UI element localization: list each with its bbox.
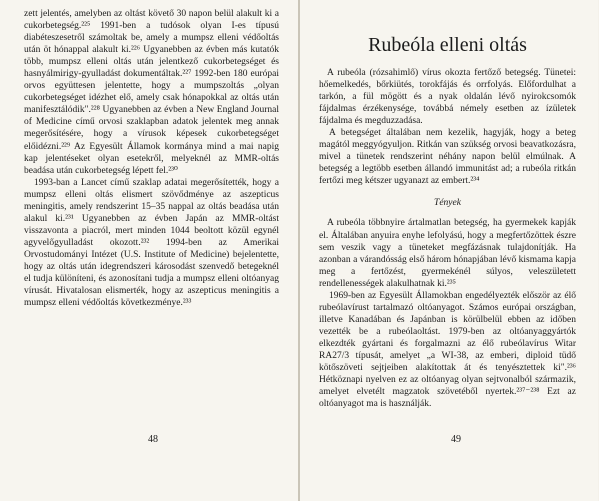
left-page [0, 0, 299, 501]
chapter-title: Rubeóla elleni oltás [368, 34, 527, 56]
page-number-left: 48 [148, 434, 158, 445]
intro-paragraph: A betegséget általában nem kezelik, hagyják, hogy a beteg magától meggyógyuljon. Ritkán van szükség orvosi beavatkozásra, mivel a tünetek rendszerint néhány napon belül elmúlnak. A betegség a legtöbb esetben állandó immunitást ad; a rubeóla ritkán fertőzi meg kétszer ugyanazt az embert.²³⁴ [319, 128, 576, 187]
page-number-right: 49 [451, 434, 461, 445]
fact-paragraph: 1969-ben az Egyesült Államokban engedélyezték először az élő rubeólavírust tartalmazó oltóanyagot. Számos európai országban, illetve Kanadában és Japánban is körülbelül ebben az időben vezették be a rubeólaoltást. 1979-ben az oltóanyaggyártók elkezdték gyártani és forgalmazni az élő rubeólavírus Witar RA27/3 típusát, amelyet „a WI-38, az emberi, diploid tüdő kötőszöveti sejtjeiben alakítottak át és tenyésztettek ki".²³⁶ Hétköznapi nyelven ez az oltóanyag olyan sejtvonalból származik, amelyet elvetélt magzatok szövetéből nyertek.²³⁷⁻²³⁸ Ezt az oltóanyagot ma is használják. [319, 290, 576, 410]
right-page [299, 0, 598, 501]
left-paragraph: 1993-ban a Lancet című szaklap adatai megerősítették, hogy a mumpsz elleni oltás elismert szövődménye az aszepticus meningitis, amely rendszerint 15–35 nappal az oltás beadása után alakul ki.²³¹ Ugyanebben az évben Japán az MMR-oltást visszavonta a piacról, mert minden 1044 beoltott közül egynél agyvelőgyulladást okozott.²³² 1994-ben az Amerikai Orvostudományi Intézet (U.S. Institute of Medicine) bejelentette, hogy az oltás után idegrendszeri károsodást szenvedő betegeknél el tudja különíteni, és azonosítani tudja a mumpsz elleni oltóanyag vírusát. Hivatalosan elismerték, hogy az aszepticus meningitis a mumpsz elleni védőoltás következménye.²³³ [24, 177, 279, 309]
intro-paragraph: A rubeóla (rózsahimlő) vírus okozta fertőző betegség. Tünetei: hőemelkedés, bőrkiütés, torokfájás és orrfolyás. Előfordulhat a tarkón, a fül mögött és a nyak oldalán lévő nyirokcsomók fájdalmas érzékenysége, továbbá némely esetben az ízületek fájdalma és megduzzadása. [319, 68, 576, 127]
left-paragraph: zett jelentés, amelyben az oltást követő 30 napon belül alakult ki a cukorbetegség.²²⁵ 1991-ben a tudósok olyan I-es típusú diabéteszesetről számoltak be, amely a mumpsz elleni védőoltás után öt hónappal alakult ki.²²⁶ Ugyanebben az évben más kutatók több, mumpsz elleni oltás után jelentkező cukorbetegséget és hasnyálmirigy-gyulladást dokumentáltak.²²⁷ 1992-ben 180 európai orvos együttesen jelentette, hogy a mumpszoltás „olyan cukorbetegséget idézhet elő, amely csak hónapokkal az oltás után manifesztálódik".²²⁸ Ugyanebben az évben a New England Journal of Medicine című orvosi szaklapban adatok jelentek meg annak megerősítésére, hogy a vírusok képesek cukorbetegséget előidézni.²²⁹ Az Egyesült Államok kormánya mind a mai napig kap jelentéseket olyan esetekről, melyeknél az MMR-oltás beadása után cukorbetegség lépett fel.²³⁰ [24, 9, 279, 176]
fact-paragraph: A rubeóla többnyire ártalmatlan betegség, ha gyermekek kapják el. Általában anyuira enyhe lefolyású, hogy a megfertőzöttek észre sem veszik vagy a tüneteket megfázásnak tulajdonítják. Ha azonban a várandósság első három hónapjában lévő kismama kapja meg a fertőzést, gyermekénél súlyos, veleszületett rendellenességek alakulhatnak ki.²³⁵ [319, 218, 576, 289]
book-gutter [298, 0, 300, 501]
section-title: Tények [434, 198, 461, 209]
